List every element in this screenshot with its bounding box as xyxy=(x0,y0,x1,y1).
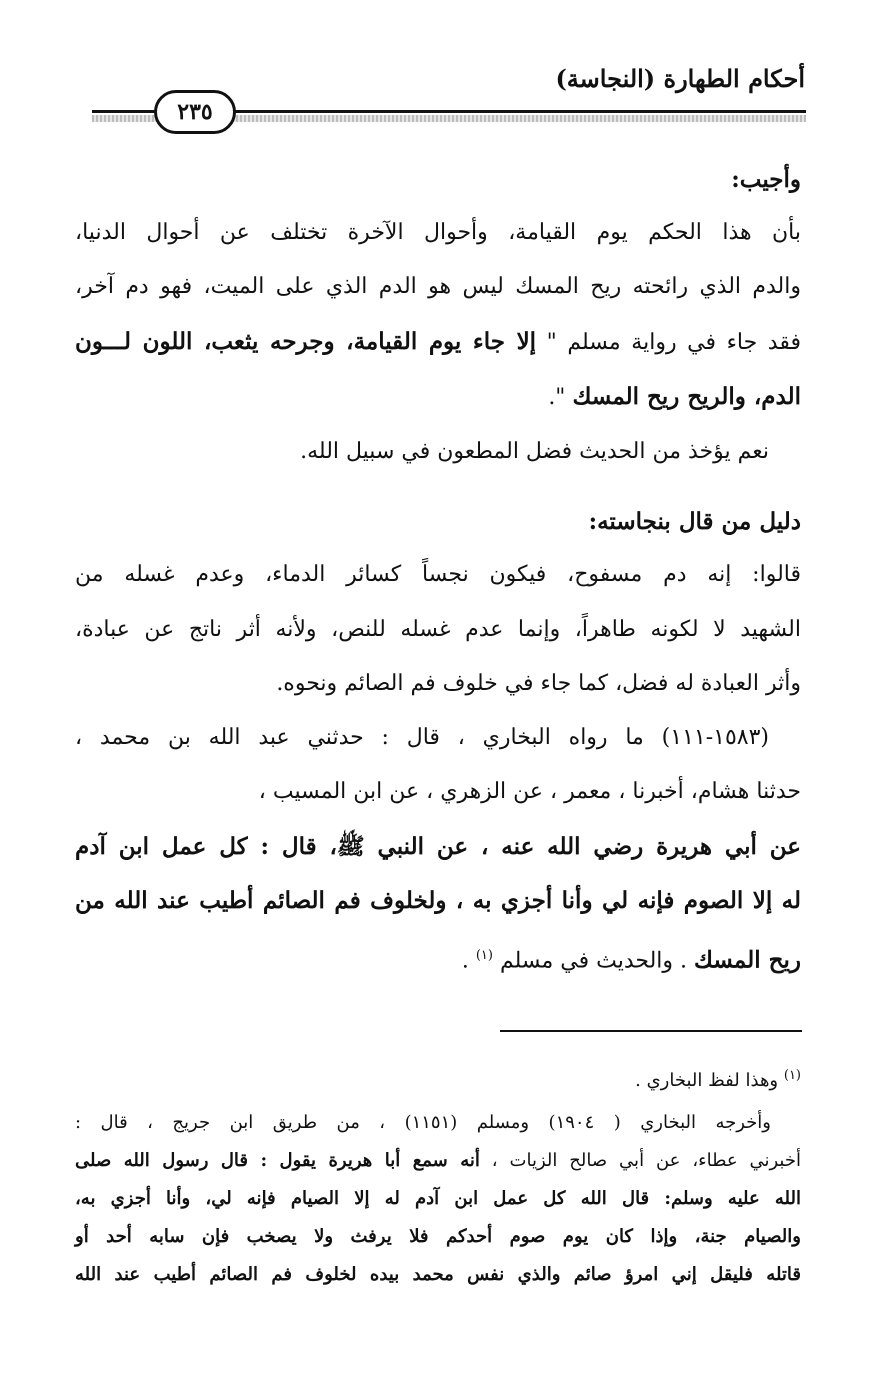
footnote-line-1: وأخرجه البخاري ( ١٩٠٤) ومسلم (١١٥١) ، من طريق ابن جريج ، قال : xyxy=(75,1112,771,1133)
footnote-1 xyxy=(635,1058,801,1099)
footnote-separator xyxy=(500,1030,802,1032)
footnote-ref-1[interactable]: (١) xyxy=(475,948,493,963)
evidence-line-2: الشهيد لا لكونه طاهراً، وإنما عدم غسله للنص، ولأنه أثر ناتج عن عبادة، xyxy=(75,617,801,642)
page-number: ٢٣٥ xyxy=(177,99,213,125)
answer-line-5: نعم يؤخذ من الحديث فضل المطعون في سبيل الله. xyxy=(300,439,769,464)
footnote-line-2-bold: أنه سمع أبا هريرة يقول : قال رسول الله صلى xyxy=(75,1150,480,1171)
footnote-1-marker: (١) xyxy=(783,1068,801,1083)
answer-line-4 xyxy=(548,375,801,420)
evidence-line-3: وأثر العبادة له فضل، كما جاء في خلوف فم الصائم ونحوه. xyxy=(276,671,801,696)
footnote-line-4: والصيام جنة، وإذا كان يوم صوم أحدكم فلا يرفث ولا يصخب فإن سابه أحد أو xyxy=(75,1226,801,1247)
hadith-line-1: عن أبي هريرة رضي الله عنه ، عن النبي ﷺ، قال : كل عمل ابن آدم xyxy=(75,833,801,860)
footnote-1-text: وهذا لفظ البخاري . xyxy=(635,1070,779,1091)
hadith-line-2: له إلا الصوم فإنه لي وأنا أجزي به ، ولخلوف فم الصائم أطيب عند الله من xyxy=(75,887,801,914)
footnote-line-2-plain: أخبرني عطاء، عن أبي صالح الزيات ، xyxy=(491,1150,801,1171)
footnote-line-2 xyxy=(75,1143,801,1179)
answer-line-2: والدم الذي رائحته ريح المسك ليس هو الدم الذي على الميت، فهو دم آخر، xyxy=(75,274,801,299)
answer-line-3-quote: إلا جاء يوم القيامة، وجرحه يثعب، اللون لـــون xyxy=(75,328,537,355)
answer-line-4-plain: ". xyxy=(548,385,566,410)
answer-line-3 xyxy=(75,320,801,365)
evidence-line-1: قالوا: إنه دم مسفوح، فيكون نجساً كسائر الدماء، وعدم غسله من xyxy=(75,562,801,587)
hadith-tail: . والحديث في مسلم xyxy=(499,948,688,974)
footnote-line-3: الله عليه وسلم: قال الله كل عمل ابن آدم له إلا الصيام فإنه لي، وأنا أجزي به، xyxy=(75,1188,801,1209)
isnad-line-2: حدثنا هشام، أخبرنا ، معمر ، عن الزهري ، عن ابن المسيب ، xyxy=(258,779,801,804)
answer-line-1: بأن هذا الحكم يوم القيامة، وأحوال الآخرة تختلف عن أحوال الدنيا، xyxy=(75,220,801,245)
hadith-line-3-bold: ريح المسك xyxy=(694,946,801,974)
isnad-line-1: (١٥٨٣-١١١) ما رواه البخاري ، قال : حدثني عبد الله بن محمد ، xyxy=(75,725,769,750)
header-rule-shade xyxy=(232,115,806,122)
evidence-heading: دليل من قال بنجاسته: xyxy=(588,508,801,535)
answer-heading: وأجيب: xyxy=(731,166,801,193)
hadith-tail-end: . xyxy=(461,948,469,974)
page-number-badge xyxy=(154,90,236,134)
answer-line-3-plain: فقد جاء في رواية مسلم " xyxy=(546,330,801,355)
running-title: أحكام الطهارة (النجاسة) xyxy=(555,64,805,93)
header-rule-shade-left xyxy=(92,115,160,122)
answer-line-4-quote: الدم، والريح ريح المسك xyxy=(572,383,801,410)
hadith-line-3 xyxy=(462,934,801,983)
footnote-line-5: قاتله فليقل إني امرؤ صائم والذي نفس محمد بيده لخلوف فم الصائم أطيب عند الله xyxy=(75,1264,801,1285)
